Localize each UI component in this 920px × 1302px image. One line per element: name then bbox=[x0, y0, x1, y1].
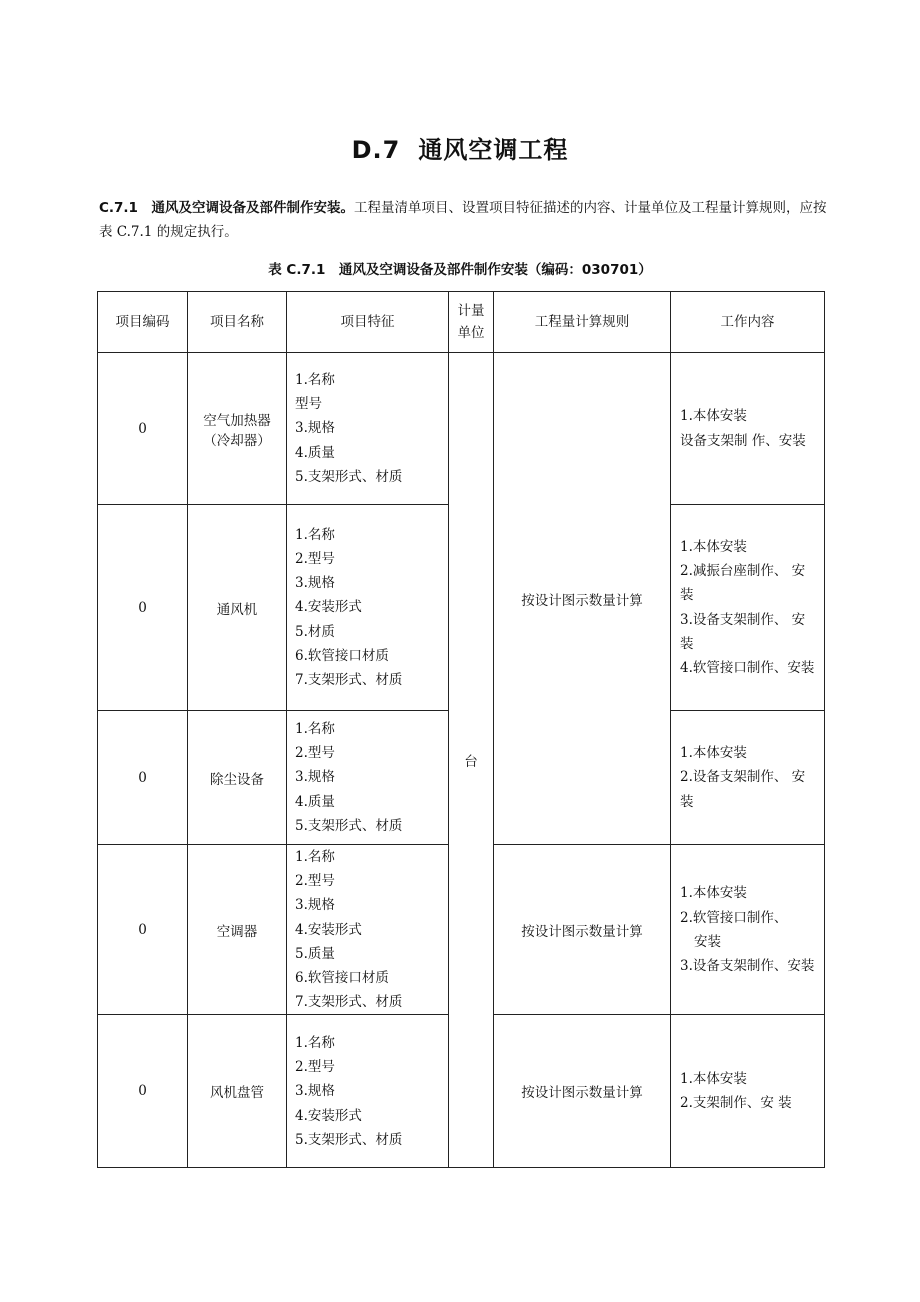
item-name: 通风机 bbox=[188, 505, 287, 711]
unit-cell: 台 bbox=[449, 353, 494, 1168]
rule-cell: 按设计图示数量计算 bbox=[494, 845, 671, 1015]
intro-paragraph bbox=[99, 196, 827, 244]
item-features: 1.名称 2.型号 3.规格 4.质量 5.支架形式、材质 bbox=[287, 711, 449, 845]
header-name: 项目名称 bbox=[188, 292, 287, 353]
item-name: 空气加热器 （冷却器） bbox=[188, 353, 287, 505]
page-title bbox=[0, 130, 920, 165]
header-work: 工作内容 bbox=[671, 292, 825, 353]
item-work: 1.本体安装 设备支架制 作、安装 bbox=[671, 353, 825, 505]
header-unit: 计量 单位 bbox=[449, 292, 494, 353]
header-rule: 工程量计算规则 bbox=[494, 292, 671, 353]
intro-lead: C.7.1 通风及空调设备及部件制作安装。 bbox=[99, 200, 354, 216]
item-work: 1.本体安装 2.软管接口制作、 安装 3.设备支架制作、安装 bbox=[671, 845, 825, 1015]
intro-text: 工程量清单项目、设置项目特征描述的内容、计量单位及工程量计算规则，应按表 C.7.1 的规定执行。 bbox=[99, 200, 827, 240]
item-code: 0 bbox=[98, 505, 188, 711]
table-row bbox=[98, 353, 825, 505]
item-code: 0 bbox=[98, 845, 188, 1015]
table-caption: 表 C.7.1 通风及空调设备及部件制作安装（编码：030701） bbox=[268, 262, 652, 278]
item-name: 除尘设备 bbox=[188, 711, 287, 845]
section-number: D.7 bbox=[351, 136, 401, 164]
item-code: 0 bbox=[98, 1015, 188, 1168]
item-work: 1.本体安装 2.减振台座制作、 安 装 3.设备支架制作、 安 装 4.软管接口制作、安装 bbox=[671, 505, 825, 711]
item-code: 0 bbox=[98, 711, 188, 845]
rule-cell: 按设计图示数量计算 bbox=[494, 1015, 671, 1168]
spec-table bbox=[97, 291, 825, 1168]
section-title: 通风空调工程 bbox=[418, 136, 569, 164]
item-work: 1.本体安装 2.支架制作、安 装 bbox=[671, 1015, 825, 1168]
item-features: 1.名称 2.型号 3.规格 4.安装形式 5.材质 6.软管接口材质 7.支架形式、材质 bbox=[287, 505, 449, 711]
item-code: 0 bbox=[98, 353, 188, 505]
item-name: 风机盘管 bbox=[188, 1015, 287, 1168]
item-features: 1.名称 2.型号 3.规格 4.安装形式 5.支架形式、材质 bbox=[287, 1015, 449, 1168]
header-code: 项目编码 bbox=[98, 292, 188, 353]
header-features: 项目特征 bbox=[287, 292, 449, 353]
item-features: 1.名称 型号 3.规格 4.质量 5.支架形式、材质 bbox=[287, 353, 449, 505]
item-work: 1.本体安装 2.设备支架制作、 安 装 bbox=[671, 711, 825, 845]
rule-cell: 按设计图示数量计算 bbox=[494, 353, 671, 845]
item-features: 1.名称 2.型号 3.规格 4.安装形式 5.质量 6.软管接口材质 7.支架形式、材质 bbox=[287, 845, 449, 1015]
header-row bbox=[98, 292, 825, 353]
item-name: 空调器 bbox=[188, 845, 287, 1015]
